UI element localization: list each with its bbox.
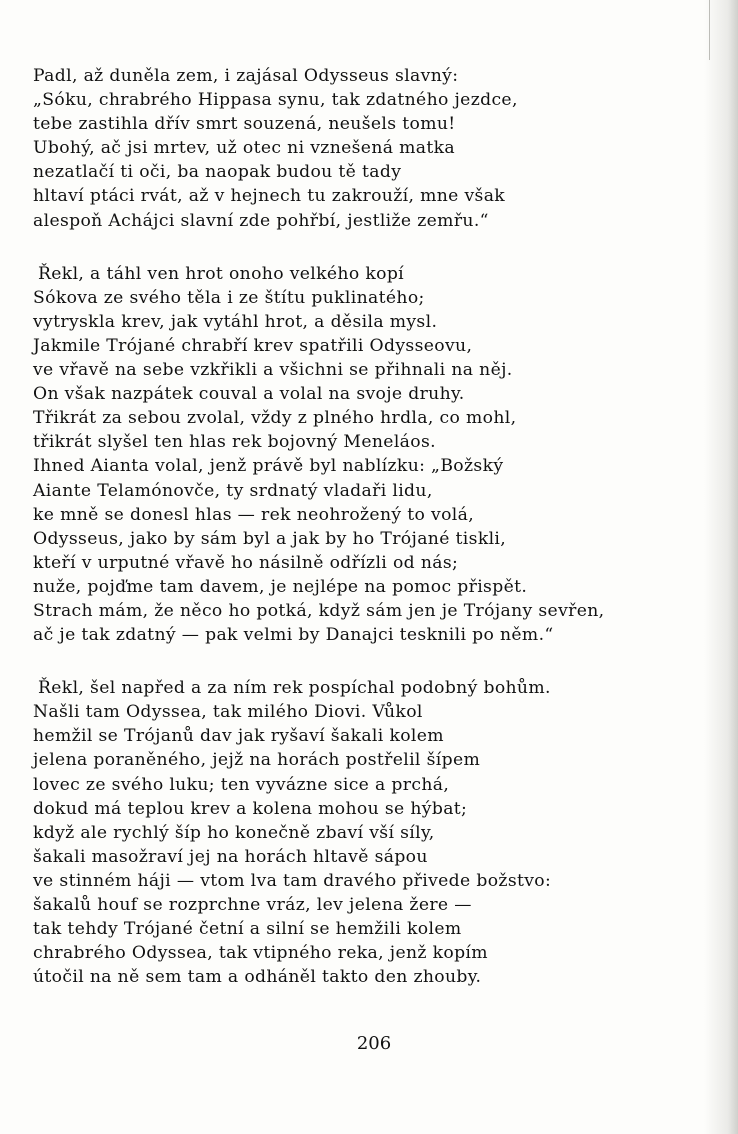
- verse-line: chrabrého Odyssea, tak vtipného reka, jenž kopím: [33, 943, 488, 964]
- verse-line: nezatlačí ti oči, ba naopak budou tě tady: [33, 162, 402, 183]
- stanza-3: [33, 676, 713, 989]
- verse-line: „Sóku, chrabrého Hippasa synu, tak zdatného jezdce,: [33, 90, 518, 111]
- verse-line: Odysseus, jako by sám byl a jak by ho Trójané tiskli,: [33, 528, 507, 549]
- verse-line: Třikrát za sebou zvolal, vždy z plného hrdla, co mohl,: [33, 408, 517, 429]
- verse-line: Padl, až duněla zem, i zajásal Odysseus slavný:: [33, 66, 459, 86]
- verse-line: Ihned Aianta volal, jenž právě byl nablízku: „Božský: [33, 456, 504, 477]
- verse-line: útočil na ně sem tam a odháněl takto den zhouby.: [33, 967, 482, 988]
- verse-line: vytryskla krev, jak vytáhl hrot, a děsila mysl.: [33, 311, 438, 332]
- verse-line: hltaví ptáci rvát, až v hejnech tu zakrouží, mne však: [33, 186, 506, 207]
- verse-line: šakalů houf se rozprchne vráz, lev jelena žere —: [33, 895, 472, 915]
- verse-line: hemžil se Trójanů dav jak ryšaví šakali kolem: [33, 726, 444, 747]
- verse-line: ač je tak zdatný — pak velmi by Danajci tesknili po něm.“: [33, 625, 554, 646]
- verse-line: dokud má teplou krev a kolena mohou se hýbat;: [33, 798, 468, 819]
- verse-line: tak tehdy Trójané četní a silní se hemžili kolem: [33, 919, 462, 940]
- verse-line: alespoň Achájci slavní zde pohřbí, jestliže zemřu.“: [33, 210, 489, 231]
- verse-line: lovec ze svého luku; ten vyvázne sice a prchá,: [33, 774, 450, 795]
- verse-line: šakali masožraví jej na horách hltavě sápou: [33, 846, 428, 867]
- verse-line: ve stinném háji — vtom lva tam dravého přivede božstvo:: [33, 870, 552, 891]
- verse-line: ke mně se donesl hlas — rek neohrožený to volá,: [33, 504, 475, 525]
- page-edge-mark: [709, 0, 710, 60]
- verse-line: Řekl, a táhl ven hrot onoho velkého kopí: [38, 263, 405, 284]
- verse-line: Sókova ze svého těla i ze štítu puklinatého;: [33, 287, 425, 308]
- stanza-1: [33, 64, 713, 233]
- verse-line: On však nazpátek couval a volal na svoje druhy.: [33, 384, 465, 405]
- verse-line: tebe zastihla dřív smrt souzená, neušels tomu!: [33, 114, 456, 135]
- verse-line: kteří v urputné vřavě ho násilně odřízli od nás;: [33, 552, 459, 573]
- verse-line: Aiante Telamónovče, ty srdnatý vladaři lidu,: [33, 480, 433, 501]
- verse-line: Našli tam Odyssea, tak milého Diovi. Vůkol: [33, 702, 423, 723]
- poem-text: [33, 64, 713, 989]
- verse-line: ve vřavě na sebe vzkřikli a všichni se přihnali na něj.: [33, 360, 513, 381]
- verse-line: Řekl, šel napřed a za ním rek pospíchal podobný bohům.: [38, 678, 551, 699]
- stanza-2: [33, 262, 713, 648]
- verse-line: jelena poraněného, jejž na horách postřelil šípem: [33, 750, 481, 771]
- verse-line: Strach mám, že něco ho potká, když sám jen je Trójany sevřen,: [33, 600, 605, 621]
- verse-line: třikrát slyšel ten hlas rek bojovný Meneláos.: [33, 432, 436, 453]
- verse-line: když ale rychlý šíp ho konečně zbaví vší síly,: [33, 822, 435, 843]
- page-number: 206: [356, 1033, 392, 1054]
- verse-line: Jakmile Trójané chrabří krev spatřili Odysseovu,: [33, 335, 473, 356]
- verse-line: nuže, pojďme tam davem, je nejlépe na pomoc přispět.: [33, 576, 528, 597]
- verse-line: Ubohý, ač jsi mrtev, už otec ni vznešená matka: [33, 138, 456, 159]
